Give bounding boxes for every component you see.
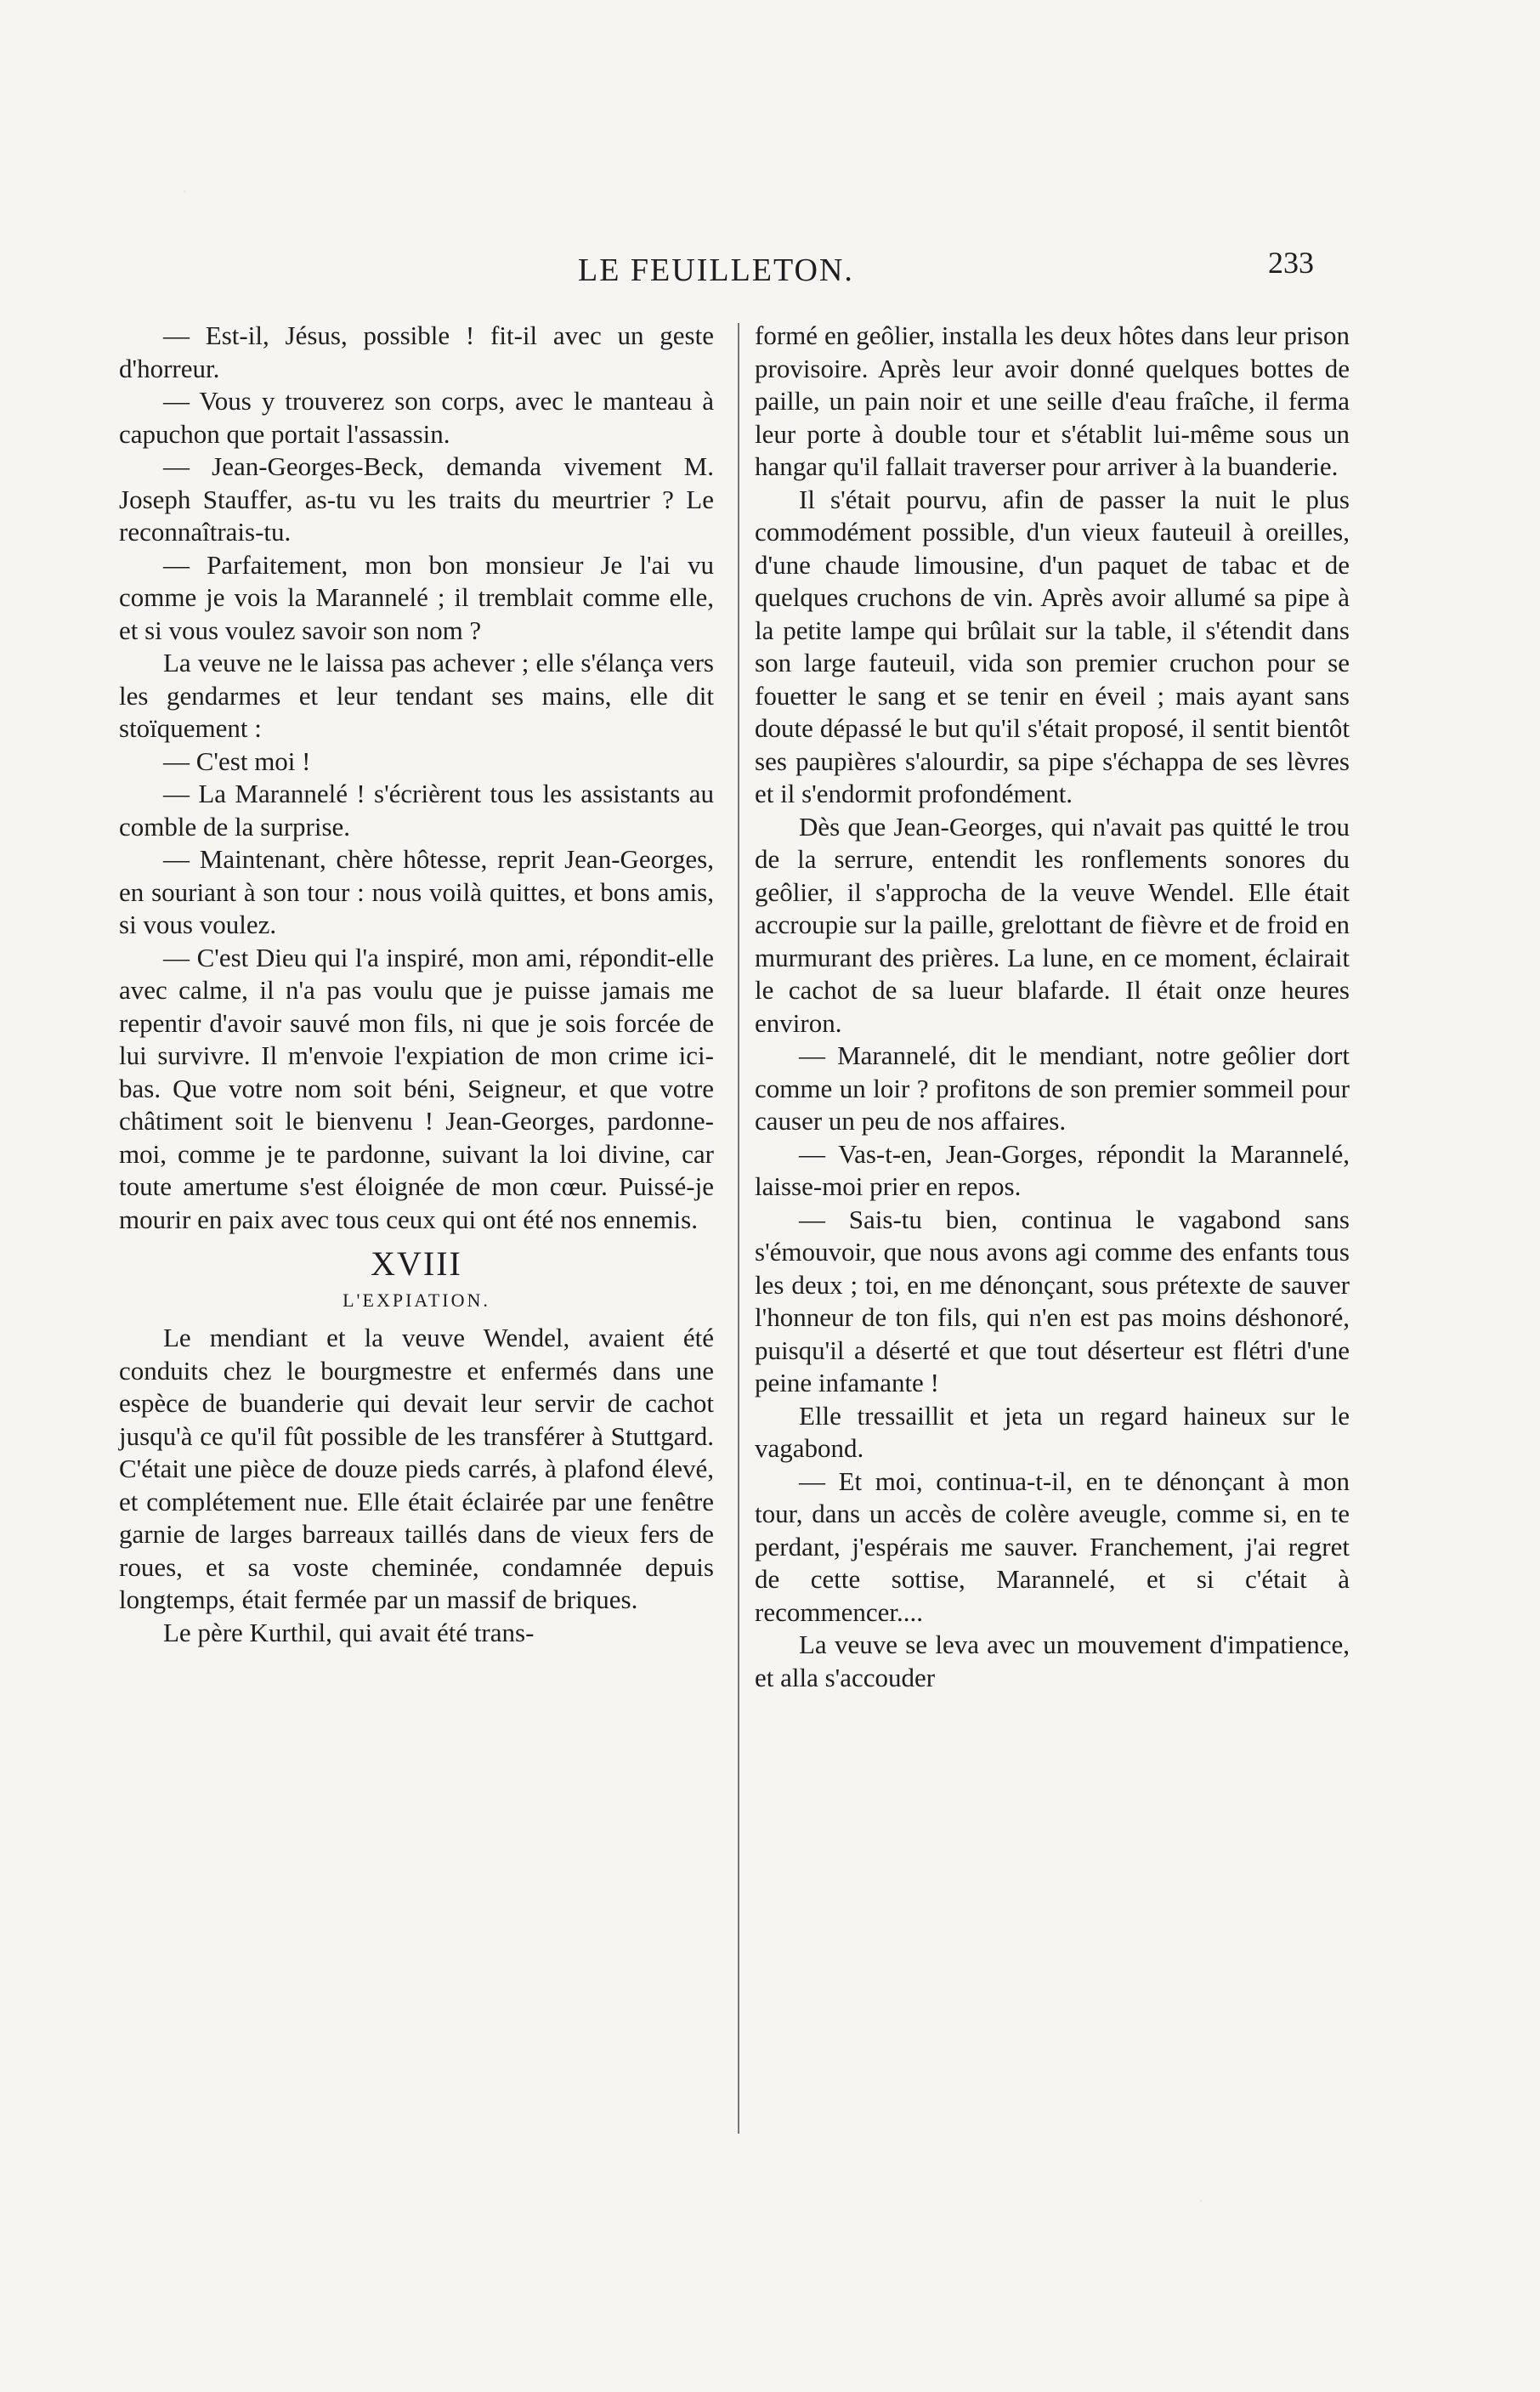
paragraph: Dès que Jean-Georges, qui n'avait pas quitté le trou de la serrure, entendit les ronflements sonores du geôlier, il s'approcha de la veuve Wendel. Elle était accroupie sur la paille, grelottant de fièvre et de froid en murmurant des prières. La lune, en ce moment, éclairait le cachot de sa lueur blafarde. Il était onze heures environ.: [755, 811, 1350, 1038]
paragraph: — Marannelé, dit le mendiant, notre geôlier dort comme un loir ? profitons de son premier sommeil pour causer un peu de nos affaires.: [755, 1040, 1350, 1136]
paragraph: — Parfaitement, mon bon monsieur Je l'ai vu comme je vois la Marannelé ; il tremblait comme elle, et si vous voulez savoir son nom ?: [119, 549, 714, 645]
paragraph: — Jean-Georges-Beck, demanda vivement M. Joseph Stauffer, as-tu vu les traits du meurtrier ? Le reconnaîtrais-tu.: [119, 451, 714, 547]
paragraph: — Vous y trouverez son corps, avec le manteau à capuchon que portait l'assassin.: [119, 386, 714, 449]
paragraph: — La Marannelé ! s'écrièrent tous les assistants au comble de la surprise.: [119, 779, 714, 842]
page-number: 233: [1268, 246, 1314, 280]
left-column: [119, 320, 714, 1649]
paragraph: Le père Kurthil, qui avait été trans-: [163, 1617, 535, 1647]
paragraph: Le mendiant et la veuve Wendel, avaient été conduits chez le bourgmestre et enfermés dans une espèce de buanderie qui devait leur servir de cachot jusqu'à ce qu'il fût possible de les transférer à Stuttgard. C'était une pièce de douze pieds carrés, à plafond élevé, et complétement nue. Elle était éclairée par une fenêtre garnie de larges barreaux taillés dans de vieux fers de roues, et sa voste cheminée, condamnée depuis longtemps, était fermée par un massif de briques.: [119, 1323, 714, 1614]
paragraph: — Maintenant, chère hôtesse, reprit Jean-Georges, en souriant à son tour : nous voilà quittes, et bons amis, si vous voulez.: [119, 844, 714, 939]
paragraph: — Est-il, Jésus, possible ! fit-il avec un geste d'horreur.: [119, 320, 714, 383]
paragraph: Il s'était pourvu, afin de passer la nuit le plus commodément possible, d'un vieux fauteuil à oreilles, d'une chaude limousine, d'un paquet de tabac et de quelques cruchons de vin. Après avoir allumé sa pipe à la petite lampe qui brûlait sur la table, il s'étendit dans son large fauteuil, vida son premier cruchon pour se fouetter le sang et se tenir en éveil ; mais ayant sans doute dépassé le but qu'il s'était proposé, il sentit bientôt ses paupières s'alourdir, sa pipe s'échappa de ses lèvres et il s'endormit profondément.: [755, 484, 1350, 808]
right-column: [755, 320, 1350, 1694]
paragraph: — Et moi, continua-t-il, en te dénonçant à mon tour, dans un accès de colère aveugle, comme si, en te perdant, j'espérais me sauver. Franchement, j'ai regret de cette sottise, Marannelé, et si c'était à recommencer....: [755, 1465, 1350, 1627]
paragraph: — Sais-tu bien, continua le vagabond sans s'émouvoir, que nous avons agi comme des enfants tous les deux ; toi, en me dénonçant, sous prétexte de sauver l'honneur de ton fils, qui n'en est pas moins déshonoré, puisqu'il a déserté et que tout déserteur est flétri d'une peine infamante !: [755, 1204, 1350, 1397]
paragraph: formé en geôlier, installa les deux hôtes dans leur prison provisoire. Après leur avoir donné quelques bottes de paille, un pain noir et une seille d'eau fraîche, il ferma leur porte à double tour et s'établit lui-même sous un hangar qu'il fallait traverser pour arriver à la buanderie.: [755, 320, 1350, 481]
paragraph: Elle tressaillit et jeta un regard haineux sur le vagabond.: [755, 1400, 1350, 1463]
paragraph: La veuve se leva avec un mouvement d'impatience, et alla s'accouder: [755, 1630, 1350, 1692]
running-title: LE FEUILLETON.: [578, 252, 854, 288]
paragraph: — C'est Dieu qui l'a inspiré, mon ami, répondit-elle avec calme, il n'a pas voulu que je puisse jamais me repentir d'avoir sauvé mon fils, ni que je sois forcée de lui survivre. Il m'envoie l'expiation de mon crime ici-bas. Que votre nom soit béni, Seigneur, et que votre châtiment soit le bienvenu ! Jean-Georges, pardonne-moi, comme je te pardonne, suivant la loi divine, car toute amertume s'est éloignée de mon cœur. Puissé-je mourir en paix avec tous ceux qui ont été nos ennemis.: [119, 942, 714, 1234]
chapter-number: XVIII: [371, 1244, 462, 1283]
column-divider: [738, 323, 739, 2134]
paragraph: — Vas-t-en, Jean-Gorges, répondit la Marannelé, laisse-moi prier en repos.: [755, 1138, 1350, 1201]
chapter-title: L'EXPIATION.: [343, 1289, 490, 1311]
paragraph: — C'est moi !: [163, 745, 311, 776]
paragraph: La veuve ne le laissa pas achever ; elle s'élança vers les gendarmes et leur tendant ses mains, elle dit stoïquement :: [119, 648, 714, 743]
